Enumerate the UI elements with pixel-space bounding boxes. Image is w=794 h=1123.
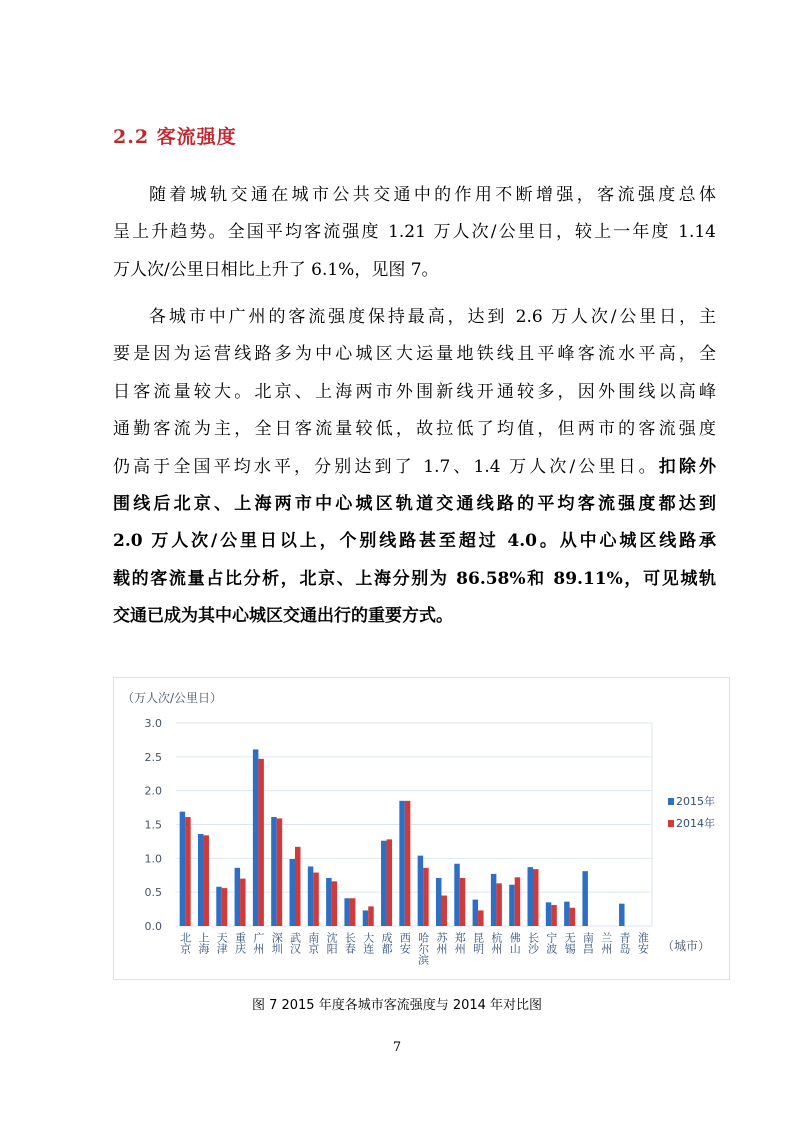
bar-2014 [203, 835, 209, 926]
x-tick-label: 昆明 [471, 932, 485, 954]
x-tick-label: 哈尔滨 [416, 932, 430, 965]
bar-2014 [478, 910, 484, 926]
bar-2014 [387, 839, 393, 926]
line-text: 随着城轨交通在城市公共交通中的作用不断增强，客流强度总体 [149, 185, 716, 205]
line-text: 呈上升趋势。全国平均客流强度 1.21 万人次/公里日，较上一年度 1.14 [113, 222, 716, 243]
x-tick-label: 上海 [196, 932, 210, 954]
bar-2014 [441, 896, 447, 926]
bar-2015 [473, 900, 479, 926]
bar-2014 [496, 883, 502, 926]
x-tick-label: 郑州 [453, 932, 467, 954]
text-line [113, 598, 716, 635]
x-tick-label: 武汉 [288, 932, 302, 954]
text-line [113, 411, 716, 448]
line-text: 日客流量较大。北京、上海两市外围新线开通较多，因外围线以高峰 [113, 381, 716, 402]
legend-label: 2015年 [676, 795, 715, 808]
bar-2014 [258, 759, 264, 926]
x-tick-label: 淮安 [636, 932, 650, 954]
x-tick-label: 成都 [380, 932, 394, 954]
x-tick-label: 无锡 [563, 932, 577, 954]
y-tick-label: 1.0 [144, 852, 162, 866]
bar-2014 [185, 817, 191, 926]
x-tick-label: 北京 [178, 932, 192, 954]
x-tick-label: 天津 [215, 932, 229, 954]
bar-2015 [509, 885, 515, 926]
bar-2015 [454, 864, 460, 926]
bar-2015 [290, 859, 296, 926]
bold-text: 交通已成为其中心城区交通出行的重要方式。 [113, 606, 453, 627]
text-line [113, 449, 716, 486]
bar-2015 [436, 878, 442, 926]
line-text: 要是因为运营线路多为中心城区大运量地铁线且平峰客流水平高，全 [113, 344, 716, 365]
page-number: 7 [392, 1040, 402, 1055]
legend-label: 2014年 [676, 817, 715, 830]
text-line [113, 374, 716, 411]
bar-2015 [216, 887, 222, 926]
bold-text: 2.0 万人次/公里日以上，个别线路甚至超过 4.0。从中心城区线路承 [113, 531, 716, 552]
x-tick-label: 长春 [343, 932, 357, 954]
bar-2014 [313, 873, 319, 926]
bar-2014 [295, 847, 301, 926]
text-line [113, 486, 716, 523]
bar-2014 [533, 869, 539, 926]
legend-swatch [668, 798, 674, 805]
bold-text: 载的客流量占比分析，北京、上海分别为 86.58%和 89.11%，可见城轨 [113, 568, 716, 589]
paragraph-1 [113, 177, 716, 289]
x-tick-label: 青岛 [618, 932, 632, 954]
y-tick-label: 0.0 [144, 920, 162, 933]
bar-2014 [570, 908, 576, 926]
bar-2014 [222, 888, 228, 926]
bar-2014 [240, 879, 246, 926]
bold-text: 扣除外 [658, 456, 716, 477]
bar-2015 [271, 817, 277, 926]
x-tick-label: 大连 [361, 932, 375, 954]
line-text: 通勤客流为主，全日客流量较低，故拉低了均值，但两市的客流强度 [113, 419, 716, 440]
bar-2015 [198, 834, 204, 926]
text-line [113, 214, 716, 251]
bar-2015 [235, 868, 241, 926]
bar-2015 [253, 749, 259, 926]
x-tick-label: 佛山 [508, 932, 522, 954]
y-tick-label: 2.5 [144, 750, 162, 764]
bar-2014 [405, 801, 411, 926]
bar-2015 [546, 902, 552, 926]
x-axis-label: （城市） [662, 939, 711, 953]
text-line [113, 561, 716, 598]
x-tick-label: 长沙 [526, 932, 540, 954]
bar-2014 [515, 877, 521, 926]
text-line [113, 336, 716, 373]
bar-2014 [332, 881, 338, 926]
x-tick-label: 重庆 [233, 932, 247, 954]
text-line [113, 177, 716, 214]
y-tick-label: 0.5 [144, 886, 162, 900]
text-line [113, 299, 716, 336]
bar-2014 [423, 868, 429, 926]
bar-2015 [619, 904, 625, 926]
x-tick-label: 广州 [251, 932, 265, 954]
y-axis-label: （万人次/公里日） [122, 691, 223, 705]
line-text: 万人次/公里日相比上升了 6.1%，见图 7。 [113, 259, 439, 280]
bar-2015 [326, 878, 332, 926]
bar-2015 [399, 801, 405, 926]
bar-2014 [277, 818, 283, 926]
x-tick-label: 南京 [306, 932, 320, 954]
bar-2015 [418, 856, 424, 926]
bar-2014 [551, 905, 557, 926]
figure-7-chart [113, 677, 730, 980]
x-tick-label: 苏州 [434, 932, 448, 954]
bar-2015 [363, 910, 369, 926]
x-tick-label: 南昌 [581, 932, 595, 954]
bar-2015 [381, 841, 387, 926]
x-tick-label: 沈阳 [325, 932, 339, 954]
y-tick-label: 1.5 [144, 818, 162, 832]
x-tick-label: 西安 [398, 932, 412, 954]
bar-2015 [491, 874, 497, 926]
bar-2015 [180, 812, 186, 926]
bar-2015 [344, 898, 350, 926]
bar-2015 [564, 902, 570, 926]
x-tick-label: 兰州 [599, 932, 613, 954]
y-tick-label: 3.0 [144, 717, 162, 730]
legend-swatch [668, 820, 674, 827]
x-tick-label: 宁波 [544, 932, 558, 954]
text-line [113, 252, 716, 289]
paragraph-2 [113, 299, 716, 636]
x-tick-label: 深圳 [270, 932, 284, 954]
x-tick-label: 杭州 [489, 932, 503, 954]
bar-2015 [528, 867, 534, 926]
line-text: 仍高于全国平均水平，分别达到了 1.7、1.4 万人次/公里日。 [113, 456, 659, 477]
bar-2014 [460, 878, 466, 926]
text-line [113, 523, 716, 560]
bar-2015 [582, 871, 588, 926]
bar-2015 [308, 866, 314, 926]
line-text: 各城市中广州的客流强度保持最高，达到 2.6 万人次/公里日，主 [149, 307, 716, 327]
bar-2014 [350, 898, 356, 926]
y-tick-label: 2.0 [144, 784, 162, 798]
bar-chart [114, 678, 729, 979]
bar-2014 [368, 906, 374, 926]
bold-text: 围线后北京、上海两市中心城区轨道交通线路的平均客流强度都达到 [113, 493, 716, 514]
section-heading: 2.2 客流强度 [113, 126, 237, 148]
figure-caption: 图 7 2015 年度各城市客流强度与 2014 年对比图 [251, 998, 543, 1013]
